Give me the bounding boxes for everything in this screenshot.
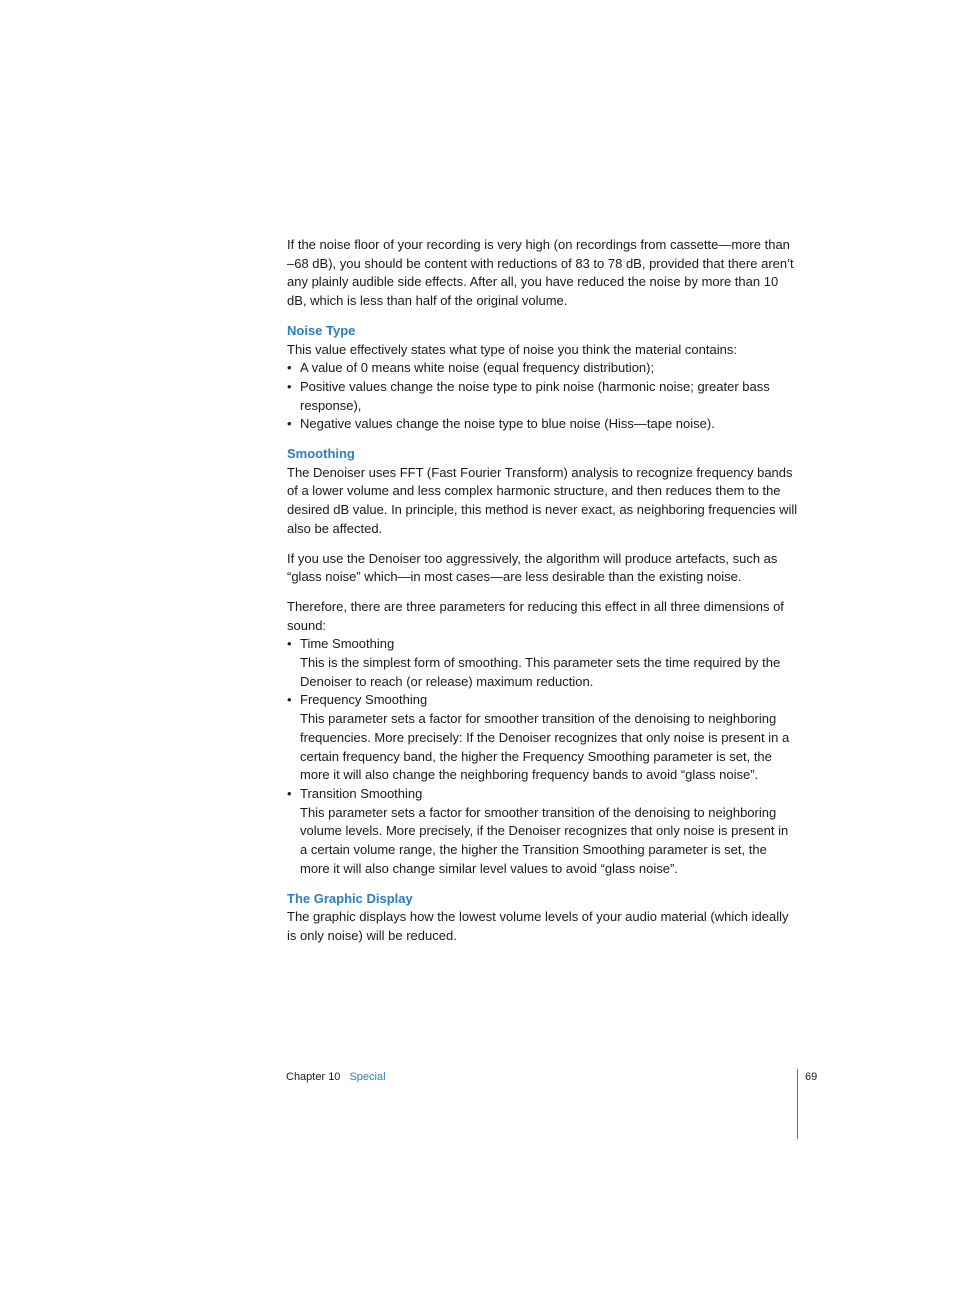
page-number: 69 bbox=[805, 1071, 818, 1083]
smoothing-list bbox=[287, 635, 799, 878]
item-description: This parameter sets a factor for smoother transition of the denoising to neighboring frequencies. More precisely: If the Denoiser recognizes that only noise is present in a certain frequency band, the higher the Frequency Smoothing parameter is set, the more it will also change the neighboring frequency bands to avoid “glass noise”. bbox=[300, 711, 790, 783]
bullet-icon: • bbox=[287, 692, 292, 708]
footer-divider bbox=[797, 1069, 798, 1139]
noise-type-text: This value effectively states what type of noise you think the material contains: bbox=[287, 341, 737, 357]
item-title: Transition Smoothing bbox=[300, 785, 423, 801]
list-item bbox=[287, 691, 799, 785]
section-label: Special bbox=[349, 1071, 386, 1083]
list-item: • A value of 0 means white noise (equal frequency distribution); bbox=[287, 359, 799, 378]
list-item bbox=[287, 785, 799, 879]
bullet-icon: • bbox=[287, 416, 292, 432]
page-body bbox=[287, 236, 799, 946]
item-description: This parameter sets a factor for smoother transition of the denoising to neighboring volume levels. More precisely, if the Denoiser recognizes that only noise is present in a certain volume range, the higher the Transition Smoothing parameter is set, the more it will also change similar level values to avoid “glass noise”. bbox=[300, 804, 789, 876]
noise-type-list bbox=[287, 359, 799, 434]
bullet-icon: • bbox=[287, 785, 292, 801]
list-item bbox=[287, 635, 799, 691]
noise-type-heading: Noise Type bbox=[287, 322, 356, 338]
smoothing-paragraph-3: Therefore, there are three parameters for reducing this effect in all three dimensions of sound: bbox=[287, 598, 784, 633]
item-description: This is the simplest form of smoothing. This parameter sets the time required by the Denoiser to reach (or release) maximum reduction. bbox=[300, 655, 781, 689]
footer-chapter bbox=[286, 1069, 386, 1085]
intro-paragraph: If the noise floor of your recording is very high (on recordings from cassette—more than –68 dB), you should be content with reductions of 83 to 78 dB, provided that there aren’t any plainly audible side effects. After all, you have reduced the noise by more than 10 dB, which is less than half of the original volume. bbox=[287, 237, 794, 309]
item-title: Frequency Smoothing bbox=[300, 692, 428, 708]
smoothing-heading: Smoothing bbox=[287, 446, 355, 462]
item-title: Time Smoothing bbox=[300, 636, 395, 652]
chapter-label: Chapter 10 bbox=[286, 1071, 341, 1083]
smoothing-paragraph-2: If you use the Denoiser too aggressively, the algorithm will produce artefacts, such as “glass noise” which—in most cases—are less desirable than the existing noise. bbox=[287, 550, 778, 585]
smoothing-paragraph-1: The Denoiser uses FFT (Fast Fourier Transform) analysis to recognize frequency bands of a lower volume and less complex harmonic structure, and then reduces them to the desired dB value. In principle, this method is never exact, as neighboring frequencies will also be affected. bbox=[287, 464, 798, 536]
graphic-display-text: The graphic displays how the lowest volume levels of your audio material (which ideally is only noise) will be reduced. bbox=[287, 909, 789, 943]
bullet-icon: • bbox=[287, 360, 292, 376]
graphic-display-heading: The Graphic Display bbox=[287, 890, 413, 906]
list-item: • Positive values change the noise type to pink noise (harmonic noise; greater bass response), bbox=[287, 378, 770, 413]
bullet-icon: • bbox=[287, 636, 292, 652]
list-item: • Negative values change the noise type to blue noise (Hiss—tape noise). bbox=[287, 415, 799, 434]
bullet-icon: • bbox=[287, 378, 292, 394]
